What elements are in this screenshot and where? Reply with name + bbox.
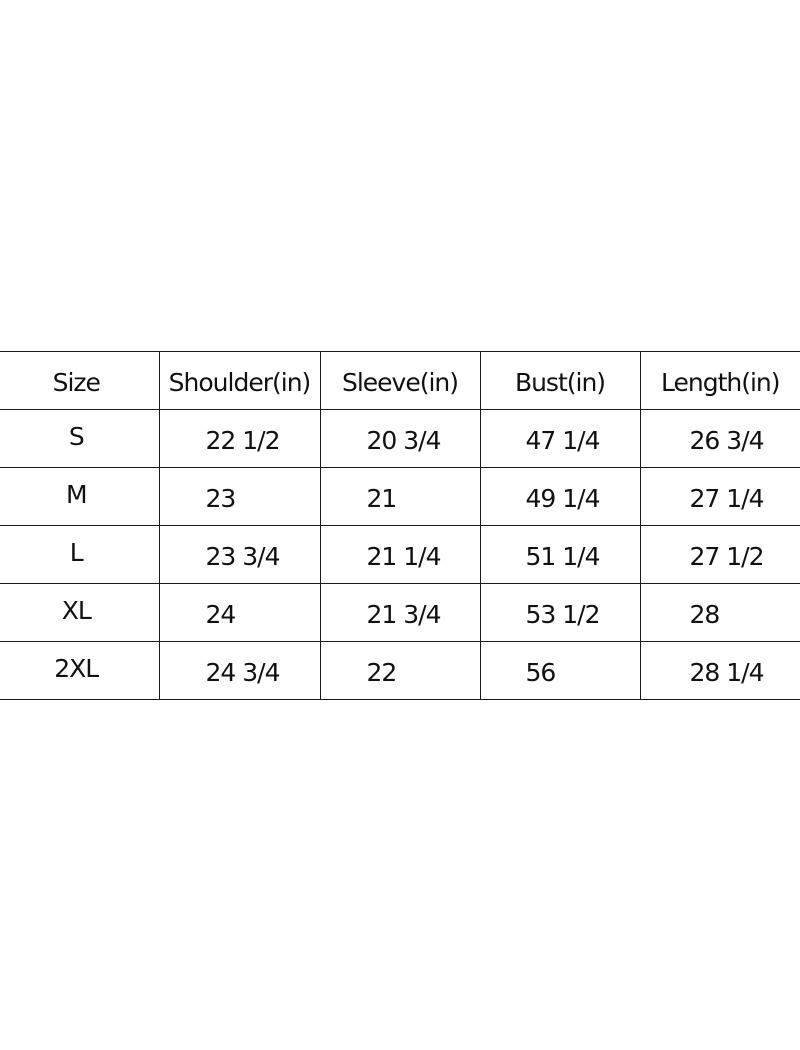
header-bust: Bust(in)	[480, 352, 640, 410]
table-row	[0, 468, 800, 526]
size-cell: S	[0, 410, 159, 468]
sleeve-cell: 21 1/4	[320, 526, 480, 584]
size-chart-table	[0, 351, 800, 700]
table-header-row	[0, 352, 800, 410]
header-length: Length(in)	[640, 352, 800, 410]
shoulder-cell: 23	[159, 468, 320, 526]
shoulder-cell: 24	[159, 584, 320, 642]
shoulder-cell: 22 1/2	[159, 410, 320, 468]
bust-cell: 47 1/4	[480, 410, 640, 468]
shoulder-cell: 24 3/4	[159, 642, 320, 700]
sleeve-cell: 21 3/4	[320, 584, 480, 642]
bust-cell: 51 1/4	[480, 526, 640, 584]
size-cell: 2XL	[0, 642, 159, 700]
bust-cell: 56	[480, 642, 640, 700]
size-cell: L	[0, 526, 159, 584]
sleeve-cell: 21	[320, 468, 480, 526]
size-cell: M	[0, 468, 159, 526]
table-row	[0, 642, 800, 700]
length-cell: 26 3/4	[640, 410, 800, 468]
bust-cell: 49 1/4	[480, 468, 640, 526]
table-row	[0, 526, 800, 584]
header-sleeve: Sleeve(in)	[320, 352, 480, 410]
table-row	[0, 584, 800, 642]
length-cell: 27 1/2	[640, 526, 800, 584]
shoulder-cell: 23 3/4	[159, 526, 320, 584]
bust-cell: 53 1/2	[480, 584, 640, 642]
length-cell: 28	[640, 584, 800, 642]
length-cell: 28 1/4	[640, 642, 800, 700]
header-size: Size	[0, 352, 159, 410]
table-row	[0, 410, 800, 468]
size-cell: XL	[0, 584, 159, 642]
sleeve-cell: 22	[320, 642, 480, 700]
sleeve-cell: 20 3/4	[320, 410, 480, 468]
length-cell: 27 1/4	[640, 468, 800, 526]
header-shoulder: Shoulder(in)	[159, 352, 320, 410]
